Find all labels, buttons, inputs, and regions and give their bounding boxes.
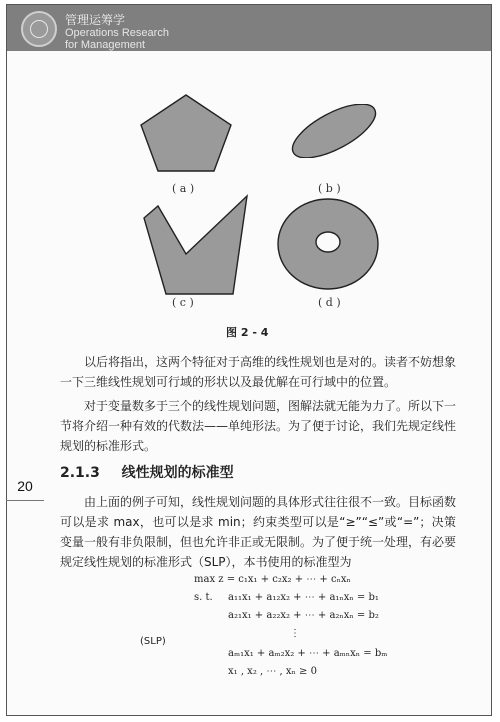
section-heading <box>60 462 234 482</box>
paragraph-3: 由上面的例子可知，线性规划问题的具体形式往往很不一致。目标函数可以是求 max，也可以是求 min；约束类型可以是“≥”“≤”或“=”；决策变量一般有非负限制，但也允许非正或无限制。为了便于统一处理，有必要规定线性规划的标准形式（SLP），本书使用的标准型为 <box>60 495 457 569</box>
model-dots: ⋮ <box>290 628 300 639</box>
section-title: 线性规划的标准型 <box>121 465 234 481</box>
header-title-en-1: Operations Research <box>65 27 169 39</box>
model-label: (SLP) <box>140 636 166 647</box>
book-logo-icon <box>21 11 57 47</box>
header-title-en-2: for Management <box>65 39 146 51</box>
model-objective: max z = c₁x₁ + c₂x₂ + ⋯ + cₙxₙ <box>194 574 351 585</box>
page-number-rule <box>6 500 44 501</box>
header-title-cn: 管理运筹学 <box>65 13 126 27</box>
annulus-shape <box>276 196 380 292</box>
page-number: 20 <box>17 478 33 494</box>
ellipse-shape <box>284 104 384 158</box>
model-row-1: a₁₁x₁ + a₁₂x₂ + ⋯ + a₁ₙxₙ = b₁ <box>228 592 379 603</box>
pentagon-shape <box>138 92 234 174</box>
v-polygon-shape <box>138 192 250 298</box>
section-number: 2.1.3 <box>60 465 100 481</box>
model-st: s. t. <box>194 592 213 603</box>
paragraph-2: 对于变量数多于三个的线性规划问题，图解法就无能为力了。所以下一节将介绍一种有效的代数法——单纯形法。为了便于讨论，我们先规定线性规划的标准形式。 <box>60 399 457 453</box>
model-row-m: aₘ₁x₁ + aₘ₂x₂ + ⋯ + aₘₙxₙ = bₘ <box>228 648 388 659</box>
caption-a: ( a ) <box>172 182 195 195</box>
paragraph-1: 以后将指出，这两个特征对于高维的线性规划也是对的。读者不妨想象一下三维线性规划可行域的形状以及最优解在可行域中的位置。 <box>60 355 457 389</box>
header-band <box>7 5 491 51</box>
model-row-2: a₂₁x₁ + a₂₂x₂ + ⋯ + a₂ₙxₙ = b₂ <box>228 610 379 621</box>
caption-d: ( d ) <box>318 296 341 309</box>
caption-b: ( b ) <box>318 182 341 195</box>
caption-c: ( c ) <box>172 296 194 309</box>
figure-title: 图 2 - 4 <box>226 326 269 339</box>
model-nonneg: x₁ , x₂ , ⋯ , xₙ ≥ 0 <box>228 666 317 677</box>
